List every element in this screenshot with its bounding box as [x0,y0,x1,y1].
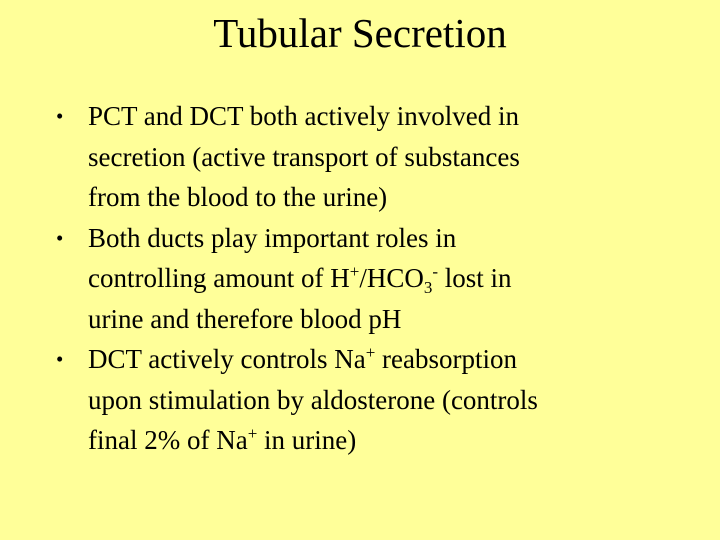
bullet-dot-icon: • [56,225,64,250]
bullet-1-line-1: PCT and DCT both actively involved in [88,101,519,131]
bullet-dot-icon: • [56,104,64,128]
bullet-1-line-2: secretion (active transport of substances [88,141,520,172]
bullet-3-line-1 [88,339,696,380]
bullet-1-line-3: from the blood to the urine) [88,182,388,212]
bullet-2-line-2-text-a: controlling amount of H [88,263,350,293]
bicarbonate-subscript: 3 [423,278,433,297]
bullet-3-line-1-text-a: DCT actively controls Na [88,344,366,374]
bullet-2-line-2 [88,258,696,299]
bullet-3-line-1-text-b: reabsorption [375,344,517,374]
bullet-item-3 [56,339,696,461]
bullet-list [56,96,696,461]
bullet-item-1 [56,96,696,218]
bullet-dot-icon: • [56,347,64,371]
sodium-charge-superscript-2: + [247,424,258,443]
bullet-2-line-2-text-c: lost in [438,263,512,293]
sodium-charge-superscript: + [365,343,376,362]
hydrogen-charge-superscript: + [349,262,360,281]
bullet-2-line-2-text-b: /HCO [359,263,424,293]
bullet-2-line-1: Both ducts play important roles in [88,222,457,253]
bullet-3-line-3 [88,420,696,461]
bullet-3-line-3-text-a: final 2% of Na [88,425,248,455]
bicarbonate-charge-superscript: - [432,262,438,281]
bullet-3-line-3-text-b: in urine) [257,425,357,455]
bullet-item-2 [56,218,696,340]
bullet-2-line-3: urine and therefore blood pH [88,303,402,334]
slide-title: Tubular Secretion [213,10,507,56]
bullet-3-line-2: upon stimulation by aldosterone (controls [88,384,538,415]
